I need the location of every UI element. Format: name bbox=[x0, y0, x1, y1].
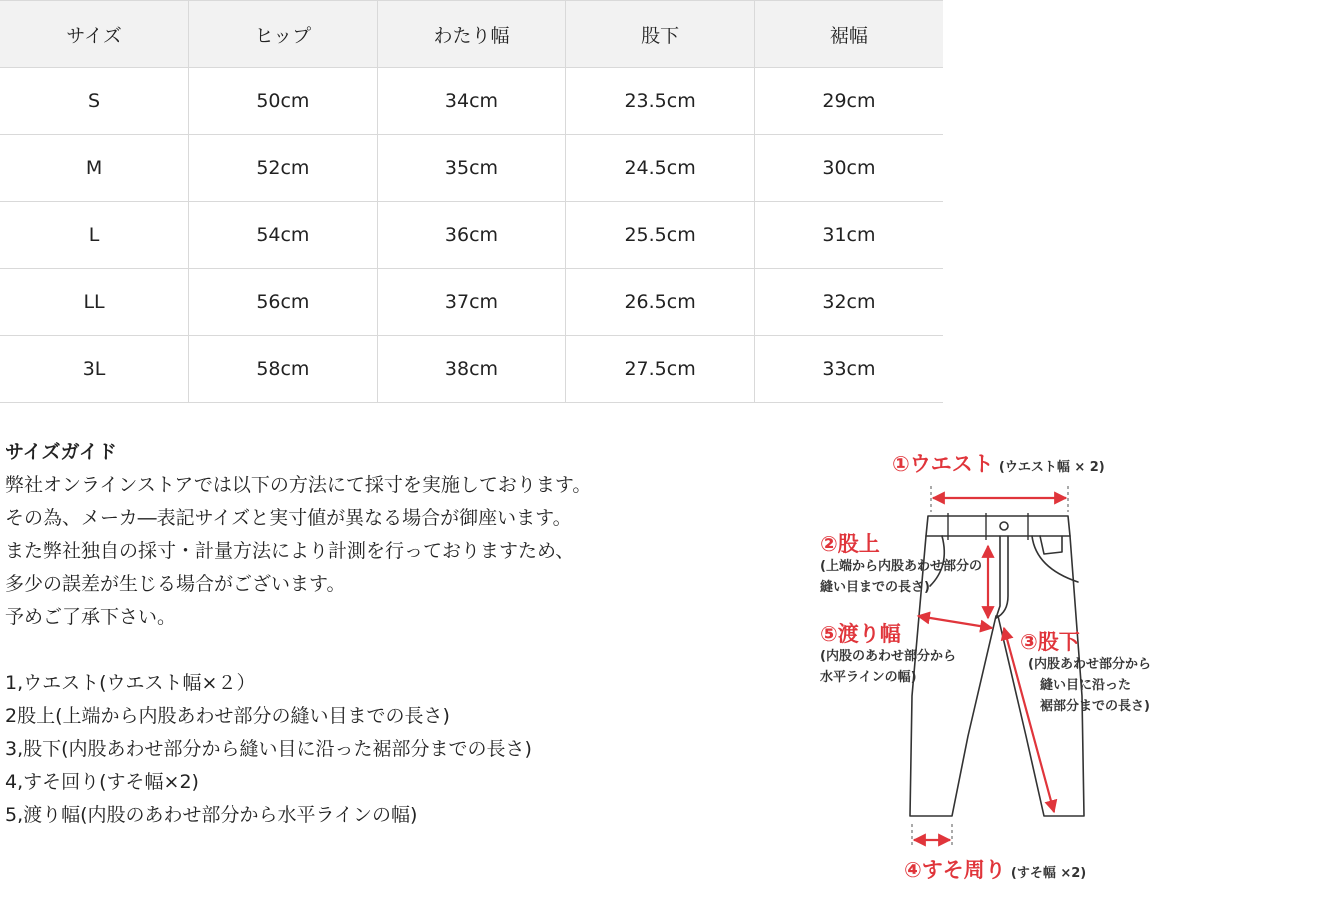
table-row bbox=[0, 202, 943, 269]
table-cell: 50cm bbox=[189, 68, 378, 135]
table-cell: 29cm bbox=[754, 68, 943, 135]
measurement-item: 4,すそ回り(すそ幅×2) bbox=[5, 771, 199, 793]
table-cell: 36cm bbox=[377, 202, 566, 269]
header-size: サイズ bbox=[0, 1, 189, 68]
inseam-note-line: (内股あわせ部分から bbox=[1028, 657, 1151, 672]
thigh-note-line: 水平ラインの幅) bbox=[820, 670, 917, 685]
rise-note bbox=[820, 556, 982, 598]
measurement-diagram bbox=[800, 436, 1160, 886]
table-header-row bbox=[0, 1, 943, 68]
table-row bbox=[0, 68, 943, 135]
guide-paragraph-line: また弊社独自の採寸・計量方法により計測を行っておりますため、 bbox=[5, 540, 575, 562]
guide-paragraph-line: 弊社オンラインストアでは以下の方法にて採寸を実施しております。 bbox=[5, 474, 592, 496]
thigh-label: ⑤渡り幅 bbox=[820, 622, 901, 646]
measurement-item: 1,ウエスト(ウエスト幅×２） bbox=[5, 672, 256, 694]
table-cell: 25.5cm bbox=[566, 202, 755, 269]
table-cell: 24.5cm bbox=[566, 135, 755, 202]
table-cell: 31cm bbox=[754, 202, 943, 269]
header-hip: ヒップ bbox=[189, 1, 378, 68]
guide-paragraph-line: 多少の誤差が生じる場合がございます。 bbox=[5, 573, 346, 595]
table-cell: 52cm bbox=[189, 135, 378, 202]
waist-label-group bbox=[892, 448, 1105, 478]
hem-label-group bbox=[904, 854, 1086, 884]
table-cell: 54cm bbox=[189, 202, 378, 269]
table-cell: M bbox=[0, 135, 189, 202]
table-cell: 37cm bbox=[377, 269, 566, 336]
measurement-item: 2股上(上端から内股あわせ部分の縫い目までの長さ) bbox=[5, 705, 450, 727]
measurement-item: 5,渡り幅(内股のあわせ部分から水平ラインの幅) bbox=[5, 804, 418, 826]
table-cell: 34cm bbox=[377, 68, 566, 135]
table-cell: L bbox=[0, 202, 189, 269]
inseam-note-line: 裾部分までの長さ) bbox=[1040, 699, 1150, 714]
table-cell: 58cm bbox=[189, 336, 378, 403]
rise-note-line: (上端から内股あわせ部分の bbox=[820, 559, 982, 574]
header-inseam: 股下 bbox=[566, 1, 755, 68]
size-guide bbox=[5, 436, 591, 832]
thigh-arrow bbox=[918, 616, 992, 628]
size-guide-title: サイズガイド bbox=[5, 441, 117, 463]
hem-label: ④すそ周り bbox=[904, 858, 1006, 882]
table-cell: 35cm bbox=[377, 135, 566, 202]
inseam-label: ③股下 bbox=[1020, 630, 1080, 654]
table-cell: 3L bbox=[0, 336, 189, 403]
thigh-note bbox=[820, 646, 956, 688]
table-cell: 26.5cm bbox=[566, 269, 755, 336]
waist-label: ①ウエスト bbox=[892, 452, 994, 476]
table-row bbox=[0, 269, 943, 336]
rise-label: ②股上 bbox=[820, 532, 880, 556]
guide-paragraph-line: その為、メーカ―表記サイズと実寸値が異なる場合が御座います。 bbox=[5, 507, 572, 529]
inseam-note-line: 縫い目に沿った bbox=[1040, 678, 1132, 693]
spacer bbox=[5, 634, 591, 667]
table-cell: 32cm bbox=[754, 269, 943, 336]
table-cell: 23.5cm bbox=[566, 68, 755, 135]
measurement-item: 3,股下(内股あわせ部分から縫い目に沿った裾部分までの長さ) bbox=[5, 738, 532, 760]
table-cell: S bbox=[0, 68, 189, 135]
thigh-note-line: (内股のあわせ部分から bbox=[820, 649, 956, 664]
table-row bbox=[0, 135, 943, 202]
table-cell: 38cm bbox=[377, 336, 566, 403]
table-cell: 56cm bbox=[189, 269, 378, 336]
waist-note: (ウエスト幅 × 2) bbox=[998, 460, 1105, 475]
table-cell: LL bbox=[0, 269, 189, 336]
table-cell: 33cm bbox=[754, 336, 943, 403]
hem-note: (すそ幅 ×2) bbox=[1010, 866, 1087, 881]
table-cell: 30cm bbox=[754, 135, 943, 202]
inseam-note bbox=[1028, 654, 1151, 717]
size-table bbox=[0, 0, 943, 403]
table-cell: 27.5cm bbox=[566, 336, 755, 403]
header-thigh: わたり幅 bbox=[377, 1, 566, 68]
header-hem: 裾幅 bbox=[754, 1, 943, 68]
table-row bbox=[0, 336, 943, 403]
rise-note-line: 縫い目までの長さ) bbox=[820, 580, 930, 595]
guide-paragraph-line: 予めご了承下さい。 bbox=[5, 606, 177, 628]
